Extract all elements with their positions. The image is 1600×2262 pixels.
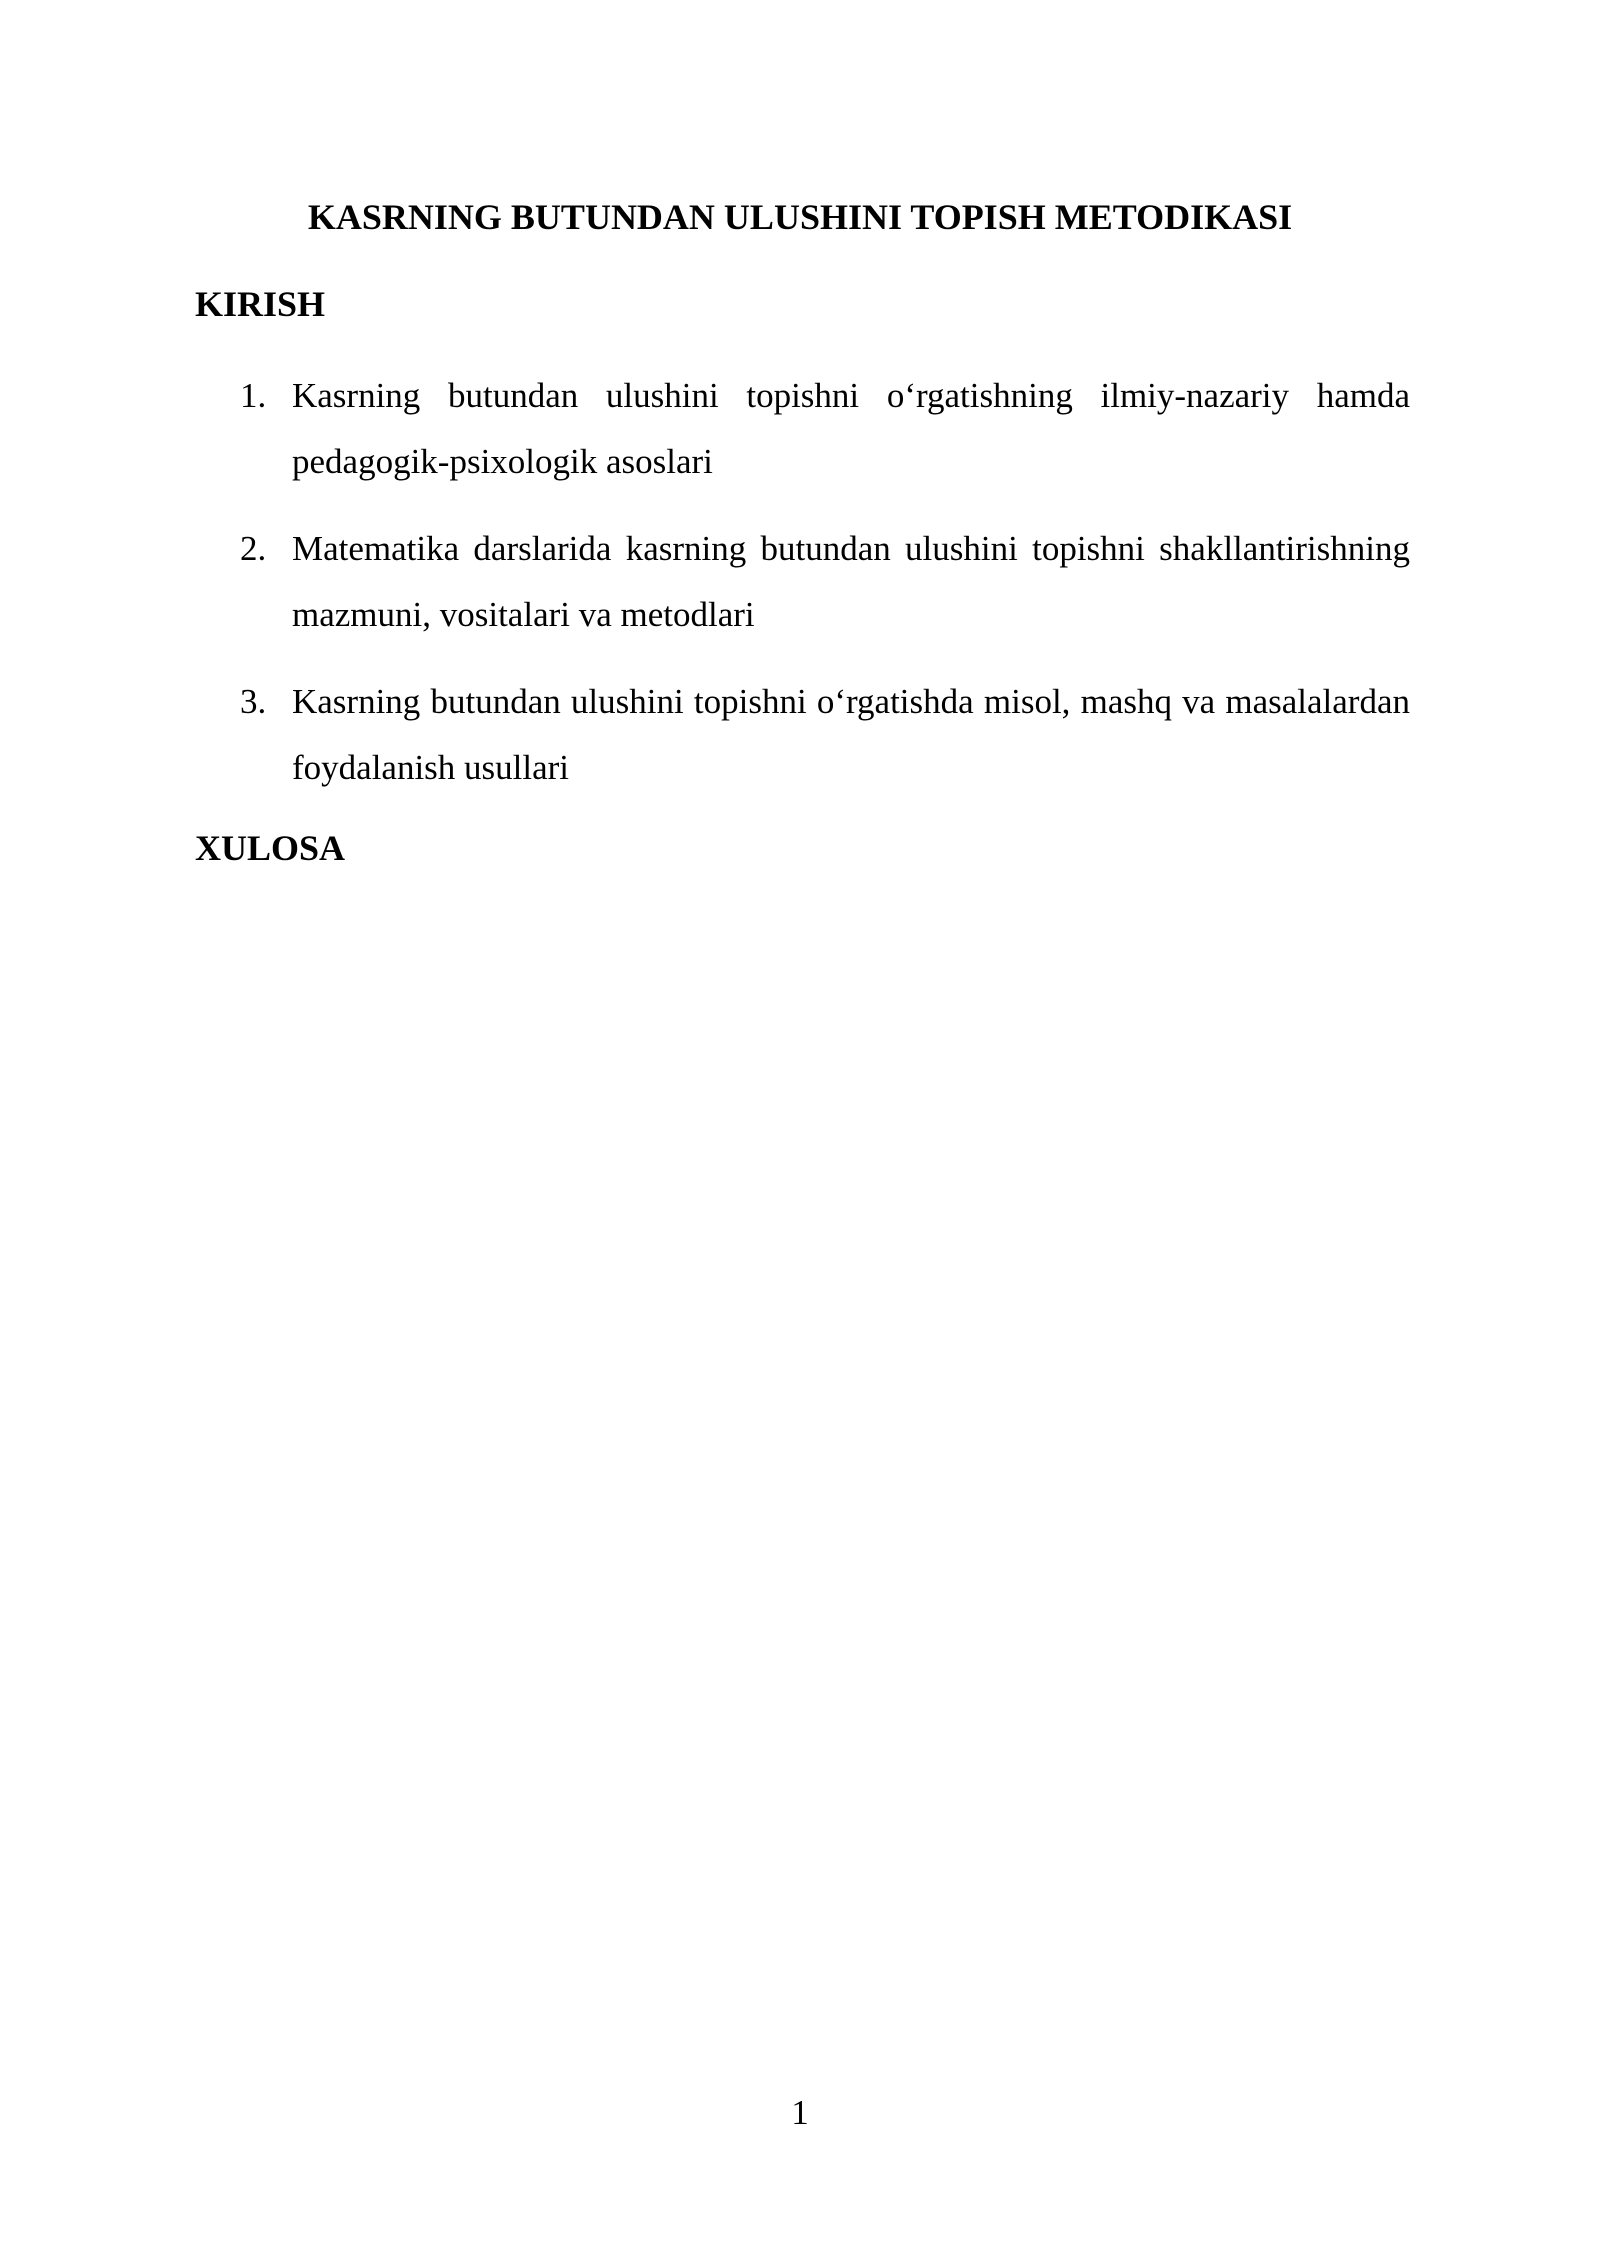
toc-item-3 [195,669,1410,801]
toc-item-1 [195,363,1410,495]
toc-item-number: 2. [240,529,267,568]
toc-item-text: Kasrning butundan ulushini topishni o‘rgatishning ilmiy-nazariy hamda pedagogik-psixologik asoslari [292,376,1410,481]
toc-item-number: 3. [240,682,267,721]
toc-item-text: Matematika darslarida kasrning butundan ulushini topishni shakllantirishning mazmuni, vositalari va metodlari [292,529,1410,634]
table-of-contents [195,363,1410,822]
page-number: 1 [791,2093,809,2132]
toc-item-number: 1. [240,376,267,415]
toc-item-text: Kasrning butundan ulushini topishni o‘rgatishda misol, mashq va masalalardan foydalanish usullari [292,682,1410,787]
toc-item-2 [195,516,1410,648]
section-heading-conclusion: XULOSA [195,828,346,868]
document-title: KASRNING BUTUNDAN ULUSHINI TOPISH METODIKASI [307,197,1293,237]
section-heading-intro: KIRISH [195,284,326,324]
